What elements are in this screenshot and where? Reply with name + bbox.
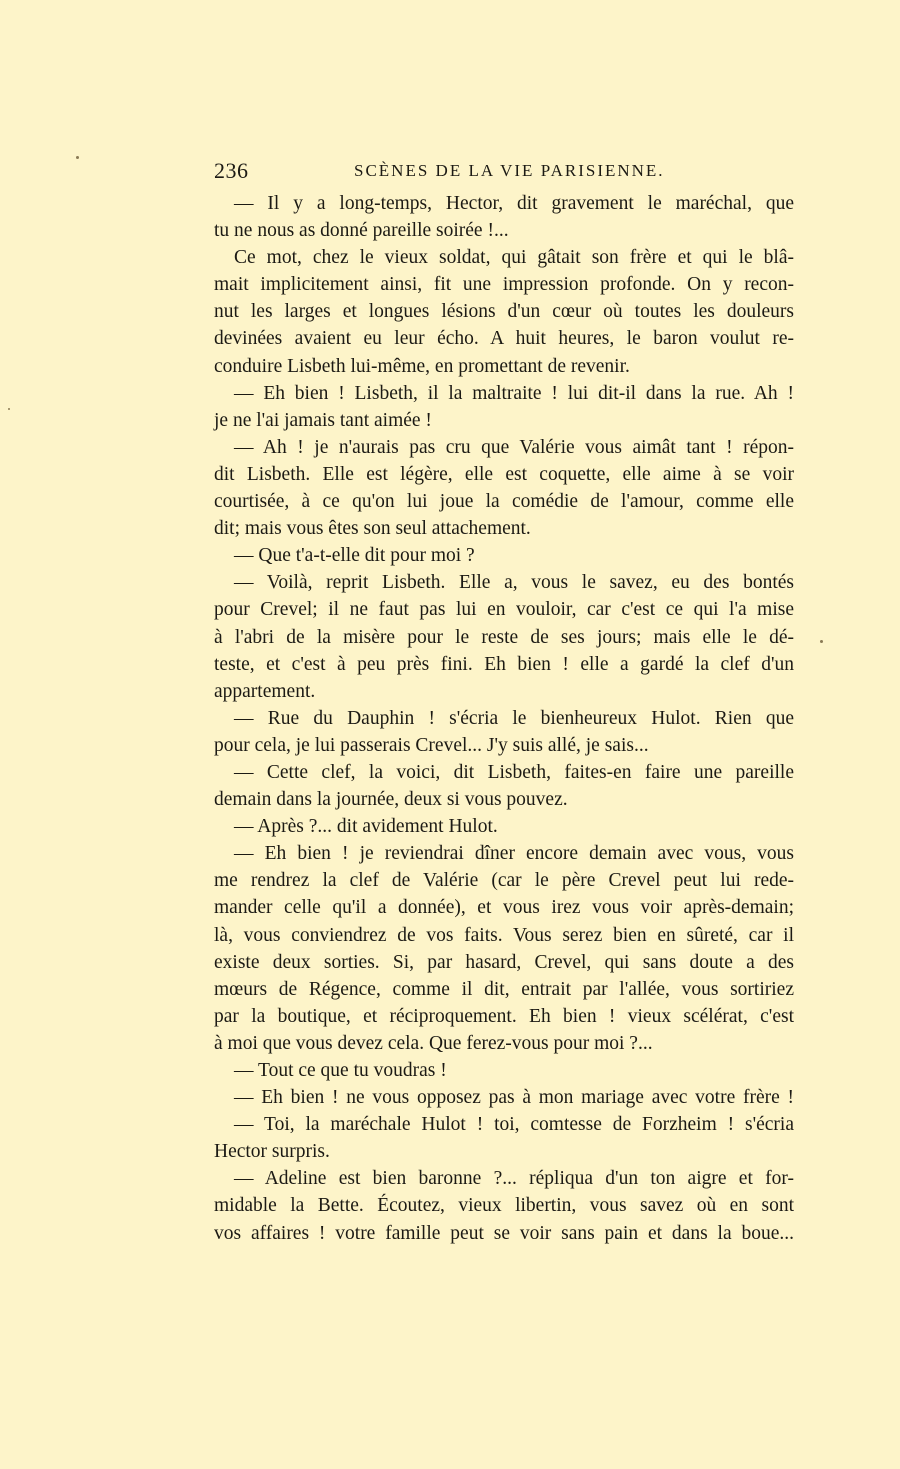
text-line: — Il y a long-temps, Hector, dit gravement le maréchal, que xyxy=(234,193,794,214)
paper-speck xyxy=(820,640,823,643)
text-line: là, vous conviendrez de vos faits. Vous serez bien en sûreté, car il xyxy=(214,924,794,946)
text-line: à moi que vous devez cela. Que ferez-vous pour moi ?... xyxy=(214,1032,653,1054)
text-line: me rendrez la clef de Valérie (car le père Crevel peut lui rede- xyxy=(214,870,794,892)
text-line: mait implicitement ainsi, fit une impression profonde. On y recon- xyxy=(214,274,794,296)
text-line: conduire Lisbeth lui-même, en promettant de revenir. xyxy=(214,355,630,377)
text-line: demain dans la journée, deux si vous pouvez. xyxy=(214,789,568,811)
text-line: teste, et c'est à peu près fini. Eh bien ! elle a gardé la clef d'un xyxy=(214,653,794,675)
text-line: nut les larges et longues lésions d'un cœur où toutes les douleurs xyxy=(214,301,794,323)
text-line: tu ne nous as donné pareille soirée !... xyxy=(214,220,509,242)
text-line: à l'abri de la misère pour le reste de ses jours; mais elle le dé- xyxy=(214,626,794,648)
text-line: — Voilà, reprit Lisbeth. Elle a, vous le savez, eu des bontés xyxy=(234,572,794,594)
paper-speck xyxy=(8,408,10,410)
text-line: devinées avaient eu leur écho. A huit heures, le baron voulut re- xyxy=(214,328,794,350)
text-line: — Rue du Dauphin ! s'écria le bienheureux Hulot. Rien que xyxy=(234,707,794,729)
running-head xyxy=(214,158,794,188)
text-line: existe deux sorties. Si, par hasard, Crevel, qui sans doute a des xyxy=(214,951,794,973)
section-title: SCÈNES DE LA VIE PARISIENNE. xyxy=(354,161,665,180)
text-line: — Cette clef, la voici, dit Lisbeth, faites-en faire une pareille xyxy=(234,761,794,783)
body-text xyxy=(214,190,794,1247)
text-line: Hector surpris. xyxy=(214,1141,330,1163)
paper-speck xyxy=(76,156,79,159)
text-line: appartement. xyxy=(214,680,316,702)
text-line: je ne l'ai jamais tant aimée ! xyxy=(214,409,432,431)
text-line: Ce mot, chez le vieux soldat, qui gâtait son frère et qui le blâ- xyxy=(234,247,794,269)
page-number: 236 xyxy=(214,158,249,183)
text-line: vos affaires ! votre famille peut se voir sans pain et dans la boue... xyxy=(214,1222,794,1244)
text-line: — Que t'a-t-elle dit pour moi ? xyxy=(234,545,475,567)
text-line: dit Lisbeth. Elle est légère, elle est coquette, elle aime à se voir xyxy=(214,463,794,485)
text-line: pour cela, je lui passerais Crevel... J'y suis allé, je sais... xyxy=(214,734,649,756)
text-line: — Ah ! je n'aurais pas cru que Valérie vous aimât tant ! répon- xyxy=(234,436,794,458)
text-line: mœurs de Régence, comme il dit, entrait par l'allée, vous sortiriez xyxy=(214,978,794,1000)
text-line: dit; mais vous êtes son seul attachement. xyxy=(214,518,531,540)
text-line: — Eh bien ! Lisbeth, il la maltraite ! lui dit-il dans la rue. Ah ! xyxy=(234,382,794,404)
text-line: — Eh bien ! je reviendrai dîner encore demain avec vous, vous xyxy=(234,843,794,865)
text-line: mander celle qu'il a donnée), et vous irez vous voir après-demain; xyxy=(214,897,794,919)
text-line: — Eh bien ! ne vous opposez pas à mon mariage avec votre frère ! xyxy=(234,1087,794,1109)
text-line: par la boutique, et réciproquement. Eh bien ! vieux scélérat, c'est xyxy=(214,1005,794,1027)
text-line: — Après ?... dit avidement Hulot. xyxy=(234,816,498,838)
text-line: midable la Bette. Écoutez, vieux libertin, vous savez où en sont xyxy=(214,1195,794,1217)
text-line: — Adeline est bien baronne ?... répliqua d'un ton aigre et for- xyxy=(234,1168,794,1190)
text-line: — Toi, la maréchale Hulot ! toi, comtesse de Forzheim ! s'écria xyxy=(234,1114,794,1136)
text-line: courtisée, à ce qu'on lui joue la comédie de l'amour, comme elle xyxy=(214,491,794,513)
text-line: — Tout ce que tu voudras ! xyxy=(234,1060,447,1081)
text-line: pour Crevel; il ne faut pas lui en vouloir, car c'est ce qui l'a mise xyxy=(214,599,794,621)
